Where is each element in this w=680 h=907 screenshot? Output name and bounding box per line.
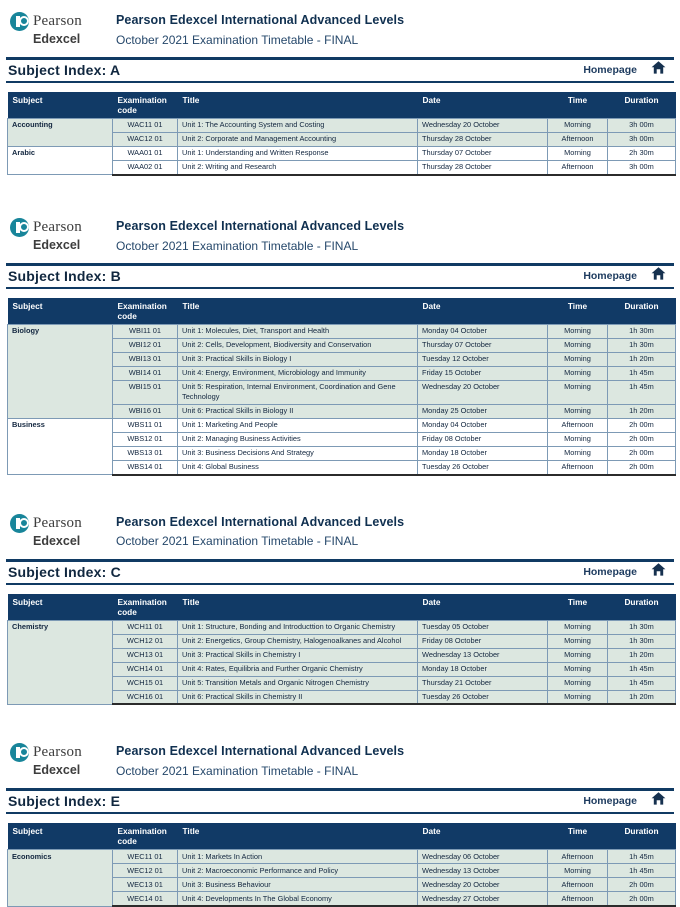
cell-duration: 2h 00m <box>608 460 676 474</box>
cell-exam-code: WCH12 01 <box>113 634 178 648</box>
cell-time: Morning <box>548 118 608 132</box>
table-row <box>8 620 676 634</box>
document-heading <box>102 10 404 50</box>
column-header-duration: Duration <box>608 92 676 119</box>
cell-subject: Biology <box>8 324 113 418</box>
cell-duration: 3h 00m <box>608 118 676 132</box>
cell-title: Unit 1: Marketing And People <box>178 418 418 432</box>
cell-duration: 3h 00m <box>608 132 676 146</box>
index-nav <box>583 792 672 810</box>
pearson-logo-word: Pearson <box>33 13 82 29</box>
timetable-section <box>0 731 680 907</box>
cell-duration: 1h 20m <box>608 404 676 418</box>
cell-title: Unit 3: Practical Skills in Chemistry I <box>178 648 418 662</box>
cell-title: Unit 4: Developments In The Global Economy <box>178 892 418 906</box>
cell-duration: 1h 30m <box>608 324 676 338</box>
pearson-logo <box>10 741 102 778</box>
cell-duration: 1h 20m <box>608 690 676 704</box>
cell-title: Unit 1: The Accounting System and Costing <box>178 118 418 132</box>
column-header-subject: Subject <box>8 298 113 325</box>
pearson-logo-icon <box>10 218 29 237</box>
pearson-logo-icon <box>10 743 29 762</box>
cell-exam-code: WAA02 01 <box>113 160 178 174</box>
cell-time: Afternoon <box>548 418 608 432</box>
brand-header <box>6 0 674 54</box>
exam-timetable <box>7 823 676 907</box>
cell-date: Monday 04 October <box>418 324 548 338</box>
cell-exam-code: WBS11 01 <box>113 418 178 432</box>
cell-exam-code: WBI16 01 <box>113 404 178 418</box>
cell-duration: 2h 00m <box>608 432 676 446</box>
cell-date: Wednesday 20 October <box>418 118 548 132</box>
table-row <box>8 418 676 432</box>
cell-duration: 1h 30m <box>608 338 676 352</box>
column-header-date: Date <box>418 298 548 325</box>
cell-duration: 2h 00m <box>608 892 676 906</box>
cell-duration: 1h 45m <box>608 864 676 878</box>
pearson-logo-subword: Edexcel <box>33 763 81 778</box>
cell-date: Tuesday 26 October <box>418 690 548 704</box>
cell-time: Morning <box>548 864 608 878</box>
page-subtitle: October 2021 Examination Timetable - FINAL <box>116 534 359 549</box>
cell-exam-code: WCH13 01 <box>113 648 178 662</box>
index-nav <box>583 267 672 285</box>
pearson-logo-icon <box>10 12 29 31</box>
timetable-section <box>0 0 680 176</box>
column-header-time: Time <box>548 92 608 119</box>
cell-exam-code: WCH14 01 <box>113 662 178 676</box>
column-header-subject: Subject <box>8 823 113 850</box>
cell-title: Unit 5: Transition Metals and Organic Nitrogen Chemistry <box>178 676 418 690</box>
cell-date: Wednesday 20 October <box>418 878 548 892</box>
cell-exam-code: WEC13 01 <box>113 878 178 892</box>
table-header-row <box>8 298 676 325</box>
column-header-duration: Duration <box>608 823 676 850</box>
section-spacer <box>0 176 680 206</box>
cell-subject: Economics <box>8 850 113 906</box>
section-spacer <box>0 476 680 502</box>
cell-duration: 1h 45m <box>608 662 676 676</box>
column-header-time: Time <box>548 298 608 325</box>
homepage-link[interactable]: Homepage <box>583 565 637 578</box>
cell-time: Morning <box>548 634 608 648</box>
cell-exam-code: WBI14 01 <box>113 366 178 380</box>
cell-date: Thursday 28 October <box>418 160 548 174</box>
pearson-logo-word: Pearson <box>33 514 82 531</box>
document-heading <box>102 216 404 256</box>
cell-date: Tuesday 26 October <box>418 460 548 474</box>
index-rule-bottom <box>6 583 674 585</box>
cell-date: Wednesday 27 October <box>418 892 548 906</box>
cell-duration: 2h 30m <box>608 146 676 160</box>
cell-title: Unit 3: Practical Skills in Biology I <box>178 352 418 366</box>
exam-timetable <box>7 298 676 476</box>
cell-duration: 1h 45m <box>608 366 676 380</box>
cell-date: Monday 25 October <box>418 404 548 418</box>
cell-exam-code: WBI11 01 <box>113 324 178 338</box>
page-title: Pearson Edexcel International Advanced Levels <box>116 744 405 759</box>
cell-title: Unit 2: Energetics, Group Chemistry, Halogenoalkanes and Alcohol <box>178 634 418 648</box>
cell-time: Morning <box>548 366 608 380</box>
table-header-row <box>8 92 676 119</box>
cell-duration: 1h 20m <box>608 648 676 662</box>
column-header-exam-code: Examination code <box>113 298 178 325</box>
cell-exam-code: WAC11 01 <box>113 118 178 132</box>
column-header-time: Time <box>548 594 608 621</box>
cell-time: Morning <box>548 352 608 366</box>
cell-subject: Arabic <box>8 146 113 174</box>
home-icon[interactable] <box>651 792 666 810</box>
cell-exam-code: WBI12 01 <box>113 338 178 352</box>
cell-exam-code: WAA01 01 <box>113 146 178 160</box>
page-title: Pearson Edexcel International Advanced Levels <box>116 514 405 529</box>
cell-title: Unit 1: Molecules, Diet, Transport and Health <box>178 324 418 338</box>
table-row <box>8 146 676 160</box>
cell-title: Unit 5: Respiration, Internal Environment, Coordination and Gene Technology <box>178 380 418 404</box>
cell-time: Afternoon <box>548 878 608 892</box>
table-row <box>8 850 676 864</box>
column-header-date: Date <box>418 823 548 850</box>
brand-header <box>6 731 674 785</box>
index-nav <box>583 61 672 79</box>
column-header-title: Title <box>178 823 418 850</box>
cell-title: Unit 3: Business Decisions And Strategy <box>178 446 418 460</box>
cell-title: Unit 4: Energy, Environment, Microbiology and Immunity <box>178 366 418 380</box>
pearson-logo-word: Pearson <box>33 744 82 761</box>
cell-date: Friday 15 October <box>418 366 548 380</box>
cell-duration: 1h 45m <box>608 380 676 404</box>
cell-time: Afternoon <box>548 892 608 906</box>
cell-date: Monday 04 October <box>418 418 548 432</box>
cell-exam-code: WBS13 01 <box>113 446 178 460</box>
pearson-logo <box>10 512 102 549</box>
table-body <box>8 850 676 906</box>
cell-date: Monday 18 October <box>418 662 548 676</box>
home-icon[interactable] <box>651 61 666 79</box>
cell-time: Morning <box>548 446 608 460</box>
index-rule-bottom <box>6 812 674 814</box>
cell-title: Unit 4: Global Business <box>178 460 418 474</box>
pearson-logo-subword: Edexcel <box>33 32 81 46</box>
cell-time: Morning <box>548 338 608 352</box>
column-header-time: Time <box>548 823 608 850</box>
cell-title: Unit 2: Cells, Development, Biodiversity and Conservation <box>178 338 418 352</box>
table-body <box>8 620 676 704</box>
cell-time: Morning <box>548 690 608 704</box>
page-subtitle: October 2021 Examination Timetable - FINAL <box>116 764 359 779</box>
page-subtitle: October 2021 Examination Timetable - FINAL <box>116 32 359 47</box>
cell-title: Unit 6: Practical Skills in Chemistry II <box>178 690 418 704</box>
pearson-logo-subword: Edexcel <box>33 237 81 252</box>
cell-time: Morning <box>548 662 608 676</box>
pearson-logo-icon <box>10 514 29 533</box>
cell-duration: 1h 45m <box>608 850 676 864</box>
subject-index-label: Subject Index: B <box>8 267 121 284</box>
cell-date: Wednesday 13 October <box>418 864 548 878</box>
cell-time: Afternoon <box>548 460 608 474</box>
cell-date: Friday 08 October <box>418 432 548 446</box>
cell-date: Tuesday 05 October <box>418 620 548 634</box>
cell-duration: 3h 00m <box>608 160 676 174</box>
timetable-section <box>0 206 680 476</box>
cell-time: Morning <box>548 146 608 160</box>
table-row <box>8 118 676 132</box>
homepage-link[interactable]: Homepage <box>583 269 637 282</box>
table-body <box>8 118 676 174</box>
home-icon[interactable] <box>651 267 666 285</box>
cell-date: Thursday 21 October <box>418 676 548 690</box>
column-header-date: Date <box>418 594 548 621</box>
subject-index-label: Subject Index: E <box>8 793 121 810</box>
column-header-duration: Duration <box>608 298 676 325</box>
column-header-title: Title <box>178 92 418 119</box>
cell-time: Morning <box>548 432 608 446</box>
cell-exam-code: WAC12 01 <box>113 132 178 146</box>
subject-index-label: Subject Index: A <box>8 61 121 78</box>
cell-exam-code: WCH15 01 <box>113 676 178 690</box>
cell-time: Morning <box>548 404 608 418</box>
cell-duration: 1h 45m <box>608 676 676 690</box>
cell-title: Unit 1: Understanding and Written Response <box>178 146 418 160</box>
column-header-subject: Subject <box>8 92 113 119</box>
cell-duration: 1h 20m <box>608 352 676 366</box>
cell-duration: 2h 00m <box>608 878 676 892</box>
table-header-row <box>8 594 676 621</box>
brand-header <box>6 502 674 556</box>
cell-title: Unit 2: Corporate and Management Accounting <box>178 132 418 146</box>
cell-date: Tuesday 12 October <box>418 352 548 366</box>
table-body <box>8 324 676 474</box>
cell-title: Unit 1: Markets In Action <box>178 850 418 864</box>
subject-index-bar <box>6 60 674 81</box>
cell-duration: 2h 00m <box>608 418 676 432</box>
index-rule-bottom <box>6 81 674 83</box>
cell-exam-code: WBI13 01 <box>113 352 178 366</box>
subject-index-bar <box>6 791 674 812</box>
cell-time: Morning <box>548 380 608 404</box>
cell-title: Unit 6: Practical Skills in Biology II <box>178 404 418 418</box>
cell-subject: Business <box>8 418 113 474</box>
cell-title: Unit 1: Structure, Bonding and Introducttion to Organic Chemistry <box>178 620 418 634</box>
cell-date: Thursday 28 October <box>418 132 548 146</box>
cell-time: Morning <box>548 648 608 662</box>
cell-date: Thursday 07 October <box>418 338 548 352</box>
exam-timetable <box>7 594 676 706</box>
pearson-logo-word: Pearson <box>33 218 82 235</box>
column-header-title: Title <box>178 594 418 621</box>
cell-title: Unit 4: Rates, Equilibria and Further Organic Chemistry <box>178 662 418 676</box>
cell-date: Friday 08 October <box>418 634 548 648</box>
section-spacer <box>0 705 680 731</box>
subject-index-bar <box>6 266 674 287</box>
cell-exam-code: WEC12 01 <box>113 864 178 878</box>
pearson-logo <box>10 216 102 253</box>
cell-subject: Accounting <box>8 118 113 146</box>
cell-exam-code: WCH11 01 <box>113 620 178 634</box>
document-heading <box>102 512 404 552</box>
page-title: Pearson Edexcel International Advanced Levels <box>116 13 405 27</box>
homepage-link[interactable]: Homepage <box>583 63 637 76</box>
cell-title: Unit 2: Managing Business Activities <box>178 432 418 446</box>
timetable-section <box>0 502 680 706</box>
cell-duration: 1h 30m <box>608 620 676 634</box>
cell-date: Wednesday 13 October <box>418 648 548 662</box>
cell-exam-code: WCH16 01 <box>113 690 178 704</box>
cell-duration: 1h 30m <box>608 634 676 648</box>
cell-time: Afternoon <box>548 160 608 174</box>
pearson-logo-subword: Edexcel <box>33 533 81 548</box>
cell-subject: Chemistry <box>8 620 113 704</box>
cell-title: Unit 2: Macroeconomic Performance and Policy <box>178 864 418 878</box>
subject-index-bar <box>6 562 674 583</box>
table-row <box>8 324 676 338</box>
column-header-exam-code: Examination code <box>113 594 178 621</box>
cell-date: Wednesday 20 October <box>418 380 548 404</box>
cell-time: Afternoon <box>548 850 608 864</box>
subject-index-label: Subject Index: C <box>8 563 121 580</box>
column-header-exam-code: Examination code <box>113 92 178 119</box>
cell-date: Wednesday 06 October <box>418 850 548 864</box>
cell-date: Thursday 07 October <box>418 146 548 160</box>
document-heading <box>102 741 404 781</box>
cell-exam-code: WBS12 01 <box>113 432 178 446</box>
homepage-link[interactable]: Homepage <box>583 795 637 808</box>
page-title: Pearson Edexcel International Advanced Levels <box>116 218 405 233</box>
cell-title: Unit 3: Business Behaviour <box>178 878 418 892</box>
index-rule-bottom <box>6 287 674 289</box>
cell-time: Morning <box>548 676 608 690</box>
index-nav <box>583 563 672 581</box>
cell-exam-code: WBI15 01 <box>113 380 178 404</box>
home-icon[interactable] <box>651 563 666 581</box>
page-subtitle: October 2021 Examination Timetable - FINAL <box>116 238 359 253</box>
table-header-row <box>8 823 676 850</box>
column-header-duration: Duration <box>608 594 676 621</box>
cell-duration: 2h 00m <box>608 446 676 460</box>
cell-time: Morning <box>548 620 608 634</box>
exam-timetable <box>7 92 676 176</box>
cell-time: Afternoon <box>548 132 608 146</box>
column-header-date: Date <box>418 92 548 119</box>
cell-exam-code: WBS14 01 <box>113 460 178 474</box>
cell-title: Unit 2: Writing and Research <box>178 160 418 174</box>
cell-time: Morning <box>548 324 608 338</box>
cell-exam-code: WEC11 01 <box>113 850 178 864</box>
cell-date: Monday 18 October <box>418 446 548 460</box>
cell-exam-code: WEC14 01 <box>113 892 178 906</box>
column-header-subject: Subject <box>8 594 113 621</box>
pearson-logo <box>10 10 102 47</box>
column-header-title: Title <box>178 298 418 325</box>
brand-header <box>6 206 674 260</box>
column-header-exam-code: Examination code <box>113 823 178 850</box>
